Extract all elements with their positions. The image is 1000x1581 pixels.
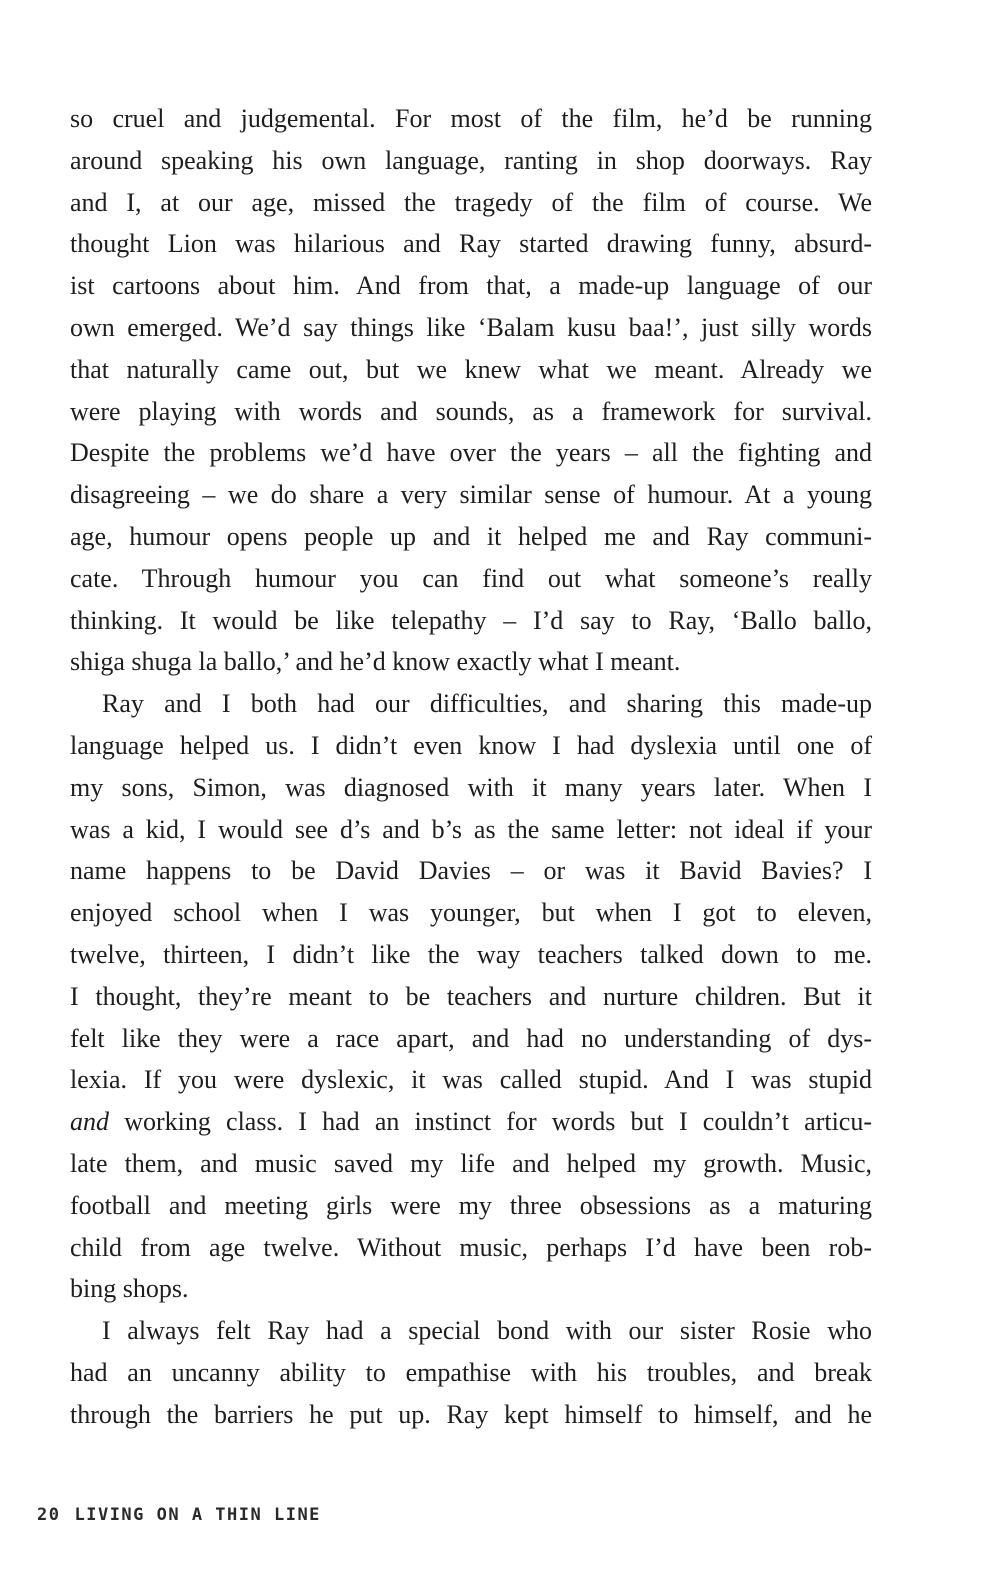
running-title: LIVING ON A THIN LINE (74, 1505, 321, 1525)
text-line: so cruel and judgemental. For most of the film, he’d be running (70, 104, 872, 133)
paragraph-start-line: I always felt Ray had a special bond with our sister Rosie who (102, 1316, 872, 1346)
text-line: Despite the problems we’d have over the years – all the fighting and (70, 438, 872, 468)
text-line: that naturally came out, but we knew what we meant. Already we (70, 354, 872, 384)
text-line: and I, at our age, missed the tragedy of the film of course. We (70, 187, 872, 217)
text-line: thought Lion was hilarious and Ray started drawing funny, absurd- (70, 229, 872, 259)
text-line: was a kid, I would see d’s and b’s as the same letter: not ideal if your (70, 814, 872, 844)
text-line: own emerged. We’d say things like ‘Balam kusu baa!’, just silly words (70, 312, 872, 342)
text-line: were playing with words and sounds, as a framework for survival. (70, 396, 872, 426)
text-line: thinking. It would be like telepathy – I’d say to Ray, ‘Ballo ballo, (70, 605, 872, 635)
text-line: had an uncanny ability to empathise with his troubles, and break (70, 1357, 872, 1387)
text-line: twelve, thirteen, I didn’t like the way teachers talked down to me. (70, 939, 872, 969)
text-line: name happens to be David Davies – or was it Bavid Bavies? I (70, 856, 872, 886)
paragraph-start-line: Ray and I both had our difficulties, and sharing this made-up (102, 689, 872, 719)
text-line: late them, and music saved my life and helped my growth. Music, (70, 1148, 872, 1178)
text-line: I thought, they’re meant to be teachers and nurture children. But it (70, 981, 872, 1011)
text-line: my sons, Simon, was diagnosed with it many years later. When I (70, 772, 872, 802)
text-line: bing shops. (70, 1274, 189, 1304)
text-line: shiga shuga la ballo,’ and he’d know exactly what I meant. (70, 647, 681, 677)
page-number: 20 (37, 1505, 61, 1525)
text-line-with-italic (70, 1101, 872, 1143)
text-line: football and meeting girls were my three obsessions as a maturing (70, 1190, 872, 1220)
text-line: disagreeing – we do share a very similar sense of humour. At a young (70, 480, 872, 510)
text-line: felt like they were a race apart, and had no understanding of dys- (70, 1023, 872, 1053)
text-line: age, humour opens people up and it helped me and Ray communi- (70, 521, 872, 551)
page-footer (37, 1505, 321, 1525)
italic-word: and (70, 1107, 109, 1137)
text-line: through the barriers he put up. Ray kept himself to himself, and he (70, 1399, 872, 1429)
text-line: cate. Through humour you can find out what someone’s really (70, 563, 872, 593)
text-line: child from age twelve. Without music, perhaps I’d have been rob- (70, 1232, 872, 1262)
text-line: lexia. If you were dyslexic, it was called stupid. And I was stupid (70, 1065, 872, 1095)
text-line: ist cartoons about him. And from that, a made-up language of our (70, 271, 872, 301)
body-text (70, 98, 872, 1436)
text-line: enjoyed school when I was younger, but when I got to eleven, (70, 898, 872, 928)
text-line: around speaking his own language, ranting in shop doorways. Ray (70, 145, 872, 175)
text-line-rest: working class. I had an instinct for words but I couldn’t articu- (124, 1107, 872, 1137)
text-line: language helped us. I didn’t even know I had dyslexia until one of (70, 730, 872, 760)
